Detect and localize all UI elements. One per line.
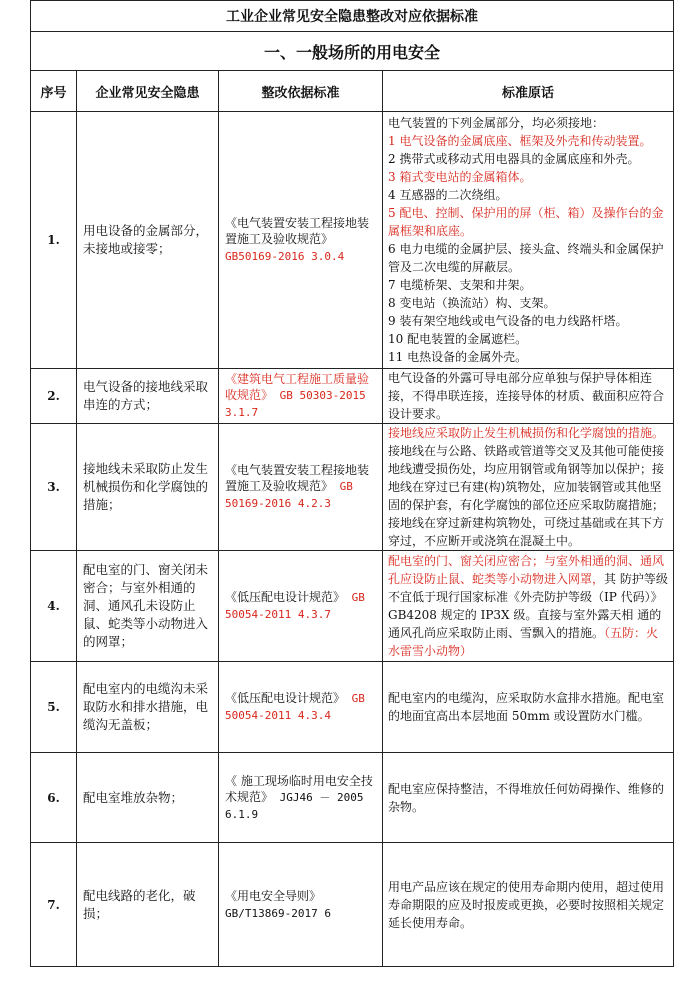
document-title: 工业企业常见安全隐患整改对应依据标准 (31, 1, 674, 32)
clause-line: （五防：火水雷雪小动物） (388, 626, 659, 658)
hazard-text: 用电设备的金属部分，未接地或接零； (77, 112, 219, 369)
clause-line: 电气设备的外露可导电部分应单独与保护导体相连接，不得串联连接，连接导体的材质、截面积应符合设计要求。 (388, 371, 665, 421)
standard-original-text (383, 424, 674, 551)
standard-code: JGJ46 － 2005 6.1.9 (225, 790, 364, 821)
row-number: 3. (31, 424, 77, 551)
clause-line: 4 互感器的二次绕组。 (388, 188, 508, 202)
table-row (31, 424, 674, 551)
clause-line: 3 箱式变电站的金属箱体。 (388, 170, 532, 184)
hazard-text: 配电室堆放杂物； (77, 753, 219, 843)
clause-line: 8 变电站（换流站）构、支架。 (388, 296, 556, 310)
standard-title: 《电气装置安装工程接地装置施工及验收规范》 (225, 463, 370, 493)
section-heading: 一、一般场所的用电安全 (31, 32, 674, 71)
clause-line: 6 电力电缆的金属护层、接头盒、终端头和金属保护管及二次电缆的屏蔽层。 (388, 242, 664, 274)
clause-line: 9 装有架空地线或电气设备的电力线路杆塔。 (388, 314, 628, 328)
standard-code: GB 50303-2015 3.1.7 (225, 389, 366, 419)
clause-line: 配电室的门、窗关闭应密合；与室外相通的洞、通风孔应设防止鼠、蛇类等小动物进入网罩， (388, 554, 665, 586)
row-number: 1. (31, 112, 77, 369)
hazard-text: 接地线未采取防止发生机械损伤和化学腐蚀的措施； (77, 424, 219, 551)
standard-reference (219, 843, 383, 967)
standard-code: GB 50169-2016 4.2.3 (225, 480, 353, 510)
header-no: 序号 (31, 71, 77, 112)
hazard-text: 配电室的门、窗关闭未密合；与室外相通的洞、通风孔未设防止鼠、蛇类等小动物进入的网罩； (77, 551, 219, 662)
row-number: 2. (31, 369, 77, 424)
standard-reference (219, 112, 383, 369)
standard-original-text (383, 662, 674, 753)
standard-code: GB 50054-2011 4.3.7 (225, 591, 365, 621)
standard-title: 《低压配电设计规范》 (225, 691, 346, 705)
standard-reference (219, 424, 383, 551)
table-row (31, 843, 674, 967)
clause-line: 其 防护等级不宜低于现行国家标准《外壳防护等级（IP 代码）》GB4208 规定的 IP3X 级。直接与室外露天相 通的通风孔尚应采取防止雨、雪飘入的措施。 (388, 572, 668, 640)
header-original: 标准原话 (383, 71, 674, 112)
hazard-text: 配电室内的电缆沟未采取防水和排水措施，电缆沟无盖板； (77, 662, 219, 753)
table-header-row (31, 71, 674, 112)
standard-original-text (383, 843, 674, 967)
table-row (31, 662, 674, 753)
standard-code: GB50169-2016 3.0.4 (225, 250, 345, 263)
clause-line: 1 电气设备的金属底座、框架及外壳和传动装置。 (388, 134, 652, 148)
clause-line: 配电室应保持整洁，不得堆放任何妨碍操作、维修的杂物。 (388, 781, 665, 814)
clause-line: 10 配电装置的金属遮栏。 (388, 332, 528, 346)
table-body (31, 112, 674, 967)
standard-original-text (383, 753, 674, 843)
clause-line: 配电室内的电缆沟，应采取防水盒排水措施。配电室的地面宜高出本层地面 50mm 或设置防水门槛。 (388, 691, 665, 723)
clause-line: 接地线在与公路、铁路或管道等交叉及其他可能使接地线遭受损伤处，均应用钢管或角钢等加以保护；接地线在穿过已有建(构)筑物处，应加装钢管或其他坚固的保护套，有化学腐蚀的部位还应采取防腐措施；接地线在穿过新建构筑物处，可绕过基础或在其下方穿过，不应断开或浇筑在混凝土中。 (388, 444, 665, 548)
standard-reference (219, 662, 383, 753)
hazard-text: 配电线路的老化，破损； (77, 843, 219, 967)
row-number: 4. (31, 551, 77, 662)
hazard-text: 电气设备的接地线采取串连的方式； (77, 369, 219, 424)
row-number: 5. (31, 662, 77, 753)
document-page (30, 0, 674, 967)
standard-original-text (383, 369, 674, 424)
clause-line: 用电产品应该在规定的使用寿命期内使用，超过使用寿命期限的应及时报废或更换，必要时按照相关规定延长使用寿命。 (388, 879, 665, 930)
clause-line: 11 电热设备的金属外壳。 (388, 350, 528, 364)
standard-title: 《低压配电设计规范》 (225, 590, 346, 604)
standard-reference (219, 551, 383, 662)
standard-code: GB 50054-2011 4.3.4 (225, 692, 365, 722)
standard-title: 《电气装置安装工程接地装置施工及验收规范》 (225, 216, 370, 246)
table-row (31, 753, 674, 843)
table-row (31, 551, 674, 662)
clause-line: 电气装置的下列金属部分，均必须接地： (388, 116, 605, 130)
standard-original-text (383, 112, 674, 369)
clause-line: 接地线应采取防止发生机械损伤和化学腐蚀的措施。 (388, 426, 665, 440)
table-row (31, 369, 674, 424)
table-row (31, 112, 674, 369)
clause-line: 2 携带式或移动式用电器具的金属底座和外壳。 (388, 152, 640, 166)
header-hazard: 企业常见安全隐患 (77, 71, 219, 112)
standard-reference (219, 369, 383, 424)
standard-reference (219, 753, 383, 843)
header-basis: 整改依据标准 (219, 71, 383, 112)
clause-line: 5 配电、控制、保护用的屏（柜、箱）及操作台的金属框架和底座。 (388, 206, 664, 238)
standard-title: 《建筑电气工程施工质量验收规范》 (225, 372, 370, 402)
standard-original-text (383, 551, 674, 662)
standard-title: 《用电安全导则》 (225, 888, 322, 903)
row-number: 7. (31, 843, 77, 967)
standard-title: 《 施工现场临时用电安全技术规范》 (225, 773, 373, 804)
clause-line: 7 电缆桥架、支架和井架。 (388, 278, 532, 292)
standard-code: GB/T13869-2017 6 (225, 906, 331, 920)
row-number: 6. (31, 753, 77, 843)
hazard-table (30, 0, 674, 967)
